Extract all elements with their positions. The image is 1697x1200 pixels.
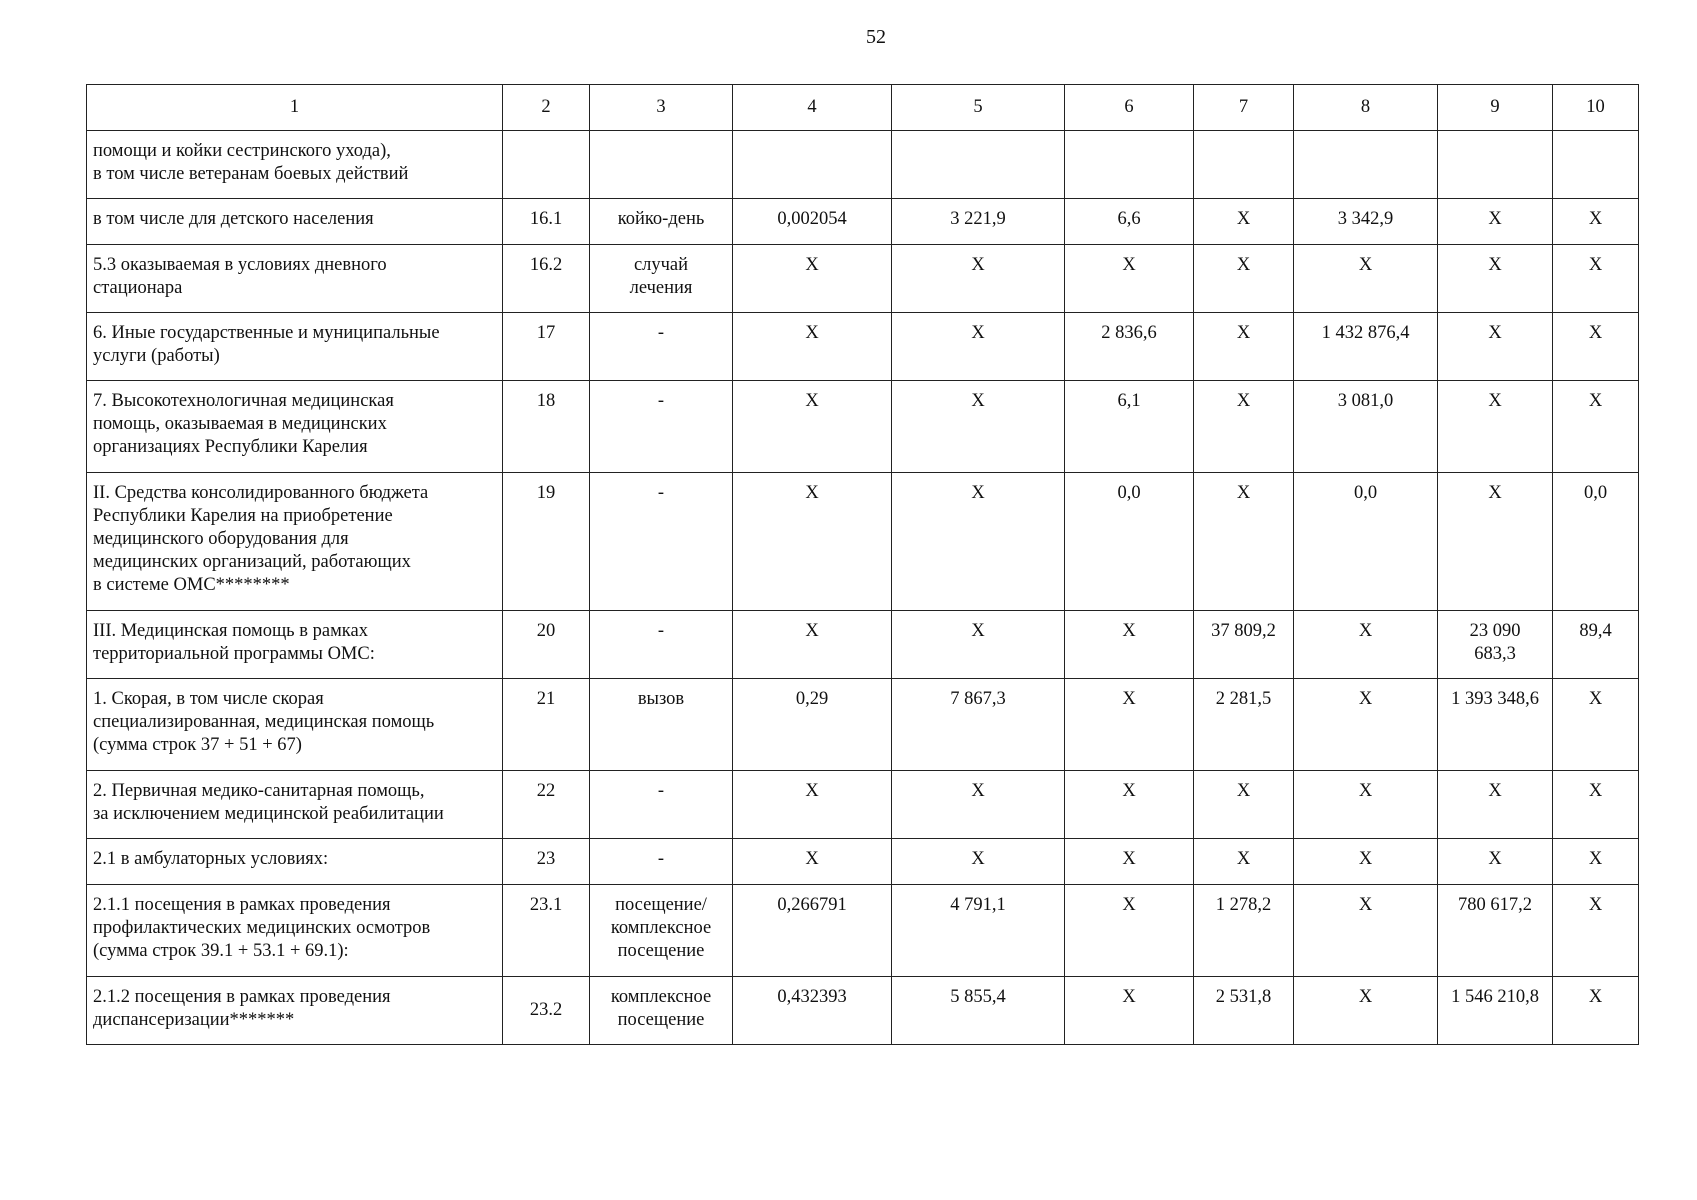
header-cell: 2 [503,85,590,131]
table-cell: 0,0 [1294,473,1438,611]
table-cell: 23.1 [503,885,590,977]
table-cell: 3 221,9 [892,199,1065,245]
table-cell: 22 [503,771,590,839]
table-cell: 5 855,4 [892,977,1065,1045]
table-row [87,977,1639,1045]
table-cell: Х [1438,381,1553,473]
table-cell: Х [1065,885,1194,977]
table-cell: Х [1553,245,1639,313]
table-cell [1065,131,1194,199]
row-label: 6. Иные государственные и муниципальные услуги (работы) [87,313,503,381]
table-cell: Х [1194,473,1294,611]
table-cell: 2 531,8 [1194,977,1294,1045]
table-row [87,131,1639,199]
table-cell: Х [1065,771,1194,839]
table-cell: Х [733,245,892,313]
table-cell: Х [1553,839,1639,885]
table-cell: Х [1294,839,1438,885]
table-cell: Х [1065,245,1194,313]
table-cell: - [590,473,733,611]
header-cell: 1 [87,85,503,131]
table-cell: 1 546 210,8 [1438,977,1553,1045]
table-cell: Х [1553,771,1639,839]
table-cell: 89,4 [1553,611,1639,679]
table-cell: 1 432 876,4 [1294,313,1438,381]
table-cell: 16.1 [503,199,590,245]
table-cell: Х [1553,885,1639,977]
table-body [87,131,1639,1045]
table-cell: - [590,839,733,885]
table-cell: Х [1065,839,1194,885]
table-cell: Х [733,313,892,381]
table-cell: Х [1065,679,1194,771]
table-cell: 0,002054 [733,199,892,245]
table-cell: 23 090 683,3 [1438,611,1553,679]
table-cell: Х [892,313,1065,381]
table-cell: Х [1553,199,1639,245]
table-cell: 16.2 [503,245,590,313]
table-cell: Х [1553,679,1639,771]
table-cell: 17 [503,313,590,381]
table-cell: Х [1194,839,1294,885]
table-row [87,679,1639,771]
table-cell: Х [1294,245,1438,313]
table-cell: Х [1194,245,1294,313]
header-cell: 9 [1438,85,1553,131]
table-cell: - [590,611,733,679]
table-cell: 23.2 [503,977,590,1045]
table-cell: - [590,771,733,839]
row-label: 5.3 оказываемая в условиях дневного стационара [87,245,503,313]
table-cell [892,131,1065,199]
table-cell: посещение/ комплексное посещение [590,885,733,977]
table-cell: 3 081,0 [1294,381,1438,473]
row-label: 2.1.1 посещения в рамках проведения профилактических медицинских осмотров (сумма строк 39.1 + 53.1 + 69.1): [87,885,503,977]
table-cell: Х [892,381,1065,473]
table-cell: - [590,313,733,381]
table-cell [1438,131,1553,199]
table-cell: Х [892,473,1065,611]
table-cell: Х [1065,611,1194,679]
row-label: 1. Скорая, в том числе скорая специализированная, медицинская помощь (сумма строк 37 + 51 + 67) [87,679,503,771]
table-row [87,199,1639,245]
table-cell: 3 342,9 [1294,199,1438,245]
table-row [87,839,1639,885]
table-cell: 37 809,2 [1194,611,1294,679]
table-cell: 18 [503,381,590,473]
row-label: 2. Первичная медико-санитарная помощь, за исключением медицинской реабилитации [87,771,503,839]
table-cell: Х [892,771,1065,839]
table-cell: Х [733,839,892,885]
table-cell: комплексное посещение [590,977,733,1045]
table-row [87,473,1639,611]
table-cell: вызов [590,679,733,771]
table-cell: 0,432393 [733,977,892,1045]
table-cell: Х [1294,679,1438,771]
table-cell: 780 617,2 [1438,885,1553,977]
row-label: в том числе для детского населения [87,199,503,245]
table-cell: - [590,381,733,473]
page-number: 52 [866,26,886,48]
table-cell: 2 281,5 [1194,679,1294,771]
table-cell: Х [1194,313,1294,381]
row-label: помощи и койки сестринского ухода), в том числе ветеранам боевых действий [87,131,503,199]
row-label: III. Медицинская помощь в рамках территориальной программы ОМС: [87,611,503,679]
row-label: 2.1 в амбулаторных условиях: [87,839,503,885]
table-cell: 20 [503,611,590,679]
header-cell: 10 [1553,85,1639,131]
table-row [87,313,1639,381]
header-cell: 7 [1194,85,1294,131]
table-cell: 21 [503,679,590,771]
table-cell [1553,131,1639,199]
table-cell: Х [1438,245,1553,313]
row-label: 7. Высокотехнологичная медицинская помощь, оказываемая в медицинских организациях Республики Карелия [87,381,503,473]
table-cell: Х [1553,381,1639,473]
table-cell: Х [1438,473,1553,611]
table-row [87,771,1639,839]
table-cell: Х [733,771,892,839]
table-cell [1294,131,1438,199]
header-row [87,85,1639,131]
table-cell: Х [1438,199,1553,245]
header-cell: 5 [892,85,1065,131]
table-cell: 1 393 348,6 [1438,679,1553,771]
table-cell: 1 278,2 [1194,885,1294,977]
table-cell: Х [1194,771,1294,839]
table-cell: Х [1294,885,1438,977]
table-cell: Х [1438,771,1553,839]
table-cell: случай лечения [590,245,733,313]
table-cell: Х [733,381,892,473]
table-cell: 0,29 [733,679,892,771]
table-cell: 0,0 [1553,473,1639,611]
data-table [86,84,1639,1045]
table-cell [590,131,733,199]
table-cell: Х [1438,313,1553,381]
header-cell: 6 [1065,85,1194,131]
table-cell: Х [1065,977,1194,1045]
table-cell: 6,6 [1065,199,1194,245]
header-cell: 3 [590,85,733,131]
table-cell: 0,0 [1065,473,1194,611]
table-cell: 2 836,6 [1065,313,1194,381]
table-cell [733,131,892,199]
table-cell: Х [733,611,892,679]
table-cell: Х [1553,313,1639,381]
table-cell: Х [1294,611,1438,679]
table-cell: Х [1553,977,1639,1045]
table-row [87,381,1639,473]
table-row [87,885,1639,977]
table-cell: Х [1194,199,1294,245]
table-row [87,245,1639,313]
table-cell: 6,1 [1065,381,1194,473]
table-cell [1194,131,1294,199]
table-cell: Х [1294,771,1438,839]
table-row [87,611,1639,679]
row-label: 2.1.2 посещения в рамках проведения диспансеризации******* [87,977,503,1045]
table-cell: Х [892,245,1065,313]
table-cell: 7 867,3 [892,679,1065,771]
table-cell: 4 791,1 [892,885,1065,977]
table-cell: Х [892,611,1065,679]
table-cell: Х [1438,839,1553,885]
table-cell: 23 [503,839,590,885]
table-cell: 19 [503,473,590,611]
header-cell: 8 [1294,85,1438,131]
table-cell: 0,266791 [733,885,892,977]
row-label: II. Средства консолидированного бюджета Республики Карелия на приобретение медицинского оборудования для медицинских организаций, работающих в системе ОМС******** [87,473,503,611]
table-cell: койко-день [590,199,733,245]
table-cell [503,131,590,199]
table-cell: Х [733,473,892,611]
table-cell: Х [1294,977,1438,1045]
table-cell: Х [892,839,1065,885]
table-cell: Х [1194,381,1294,473]
header-cell: 4 [733,85,892,131]
